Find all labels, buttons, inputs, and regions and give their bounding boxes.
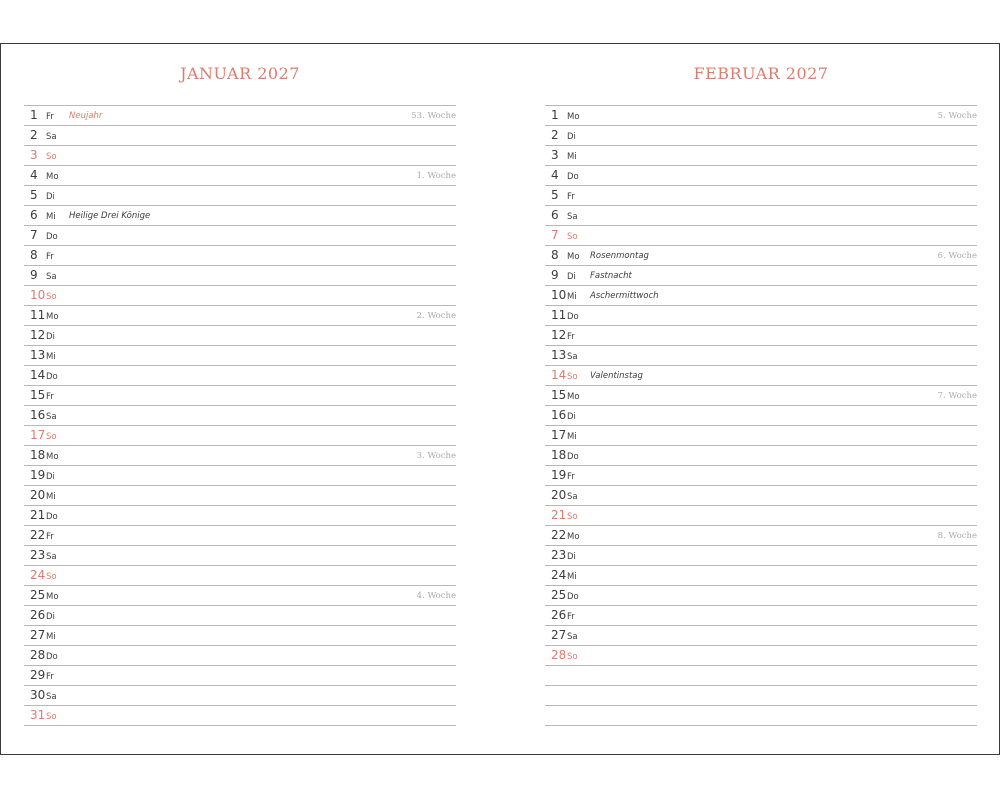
holiday-label: Valentinstag	[590, 371, 643, 381]
weekday-label: Mi	[567, 292, 577, 302]
empty-row	[545, 686, 977, 706]
week-number: 2. Woche	[416, 311, 456, 321]
day-number: 25	[551, 588, 567, 602]
holiday-label: Aschermittwoch	[590, 291, 659, 301]
weekday-label: Mi	[567, 572, 577, 582]
weekday-label: Do	[567, 172, 579, 182]
weekday-label: So	[567, 232, 578, 242]
weekday-label: Mo	[567, 532, 580, 542]
day-row	[24, 266, 456, 286]
day-number: 9	[551, 268, 559, 282]
weekday-label: Fr	[46, 392, 54, 402]
day-row	[24, 406, 456, 426]
weekday-label: Mo	[567, 252, 580, 262]
weekday-label: Fr	[567, 332, 575, 342]
day-number: 25	[30, 588, 46, 602]
day-list	[24, 105, 456, 726]
day-row	[545, 506, 977, 526]
day-row	[24, 606, 456, 626]
day-number: 5	[30, 188, 38, 202]
day-row	[545, 446, 977, 466]
day-number: 24	[551, 568, 567, 582]
weekday-label: Di	[46, 192, 55, 202]
weekday-label: So	[46, 292, 57, 302]
day-number: 19	[551, 468, 567, 482]
weekday-label: Di	[567, 552, 576, 562]
day-row	[24, 206, 456, 226]
weekday-label: Do	[46, 372, 58, 382]
day-number: 31	[30, 708, 46, 722]
day-number: 11	[30, 308, 46, 322]
day-number: 6	[30, 208, 38, 222]
day-row	[24, 126, 456, 146]
weekday-label: So	[567, 372, 578, 382]
week-number: 7. Woche	[937, 391, 977, 401]
weekday-label: Di	[46, 472, 55, 482]
day-row	[24, 366, 456, 386]
day-number: 15	[551, 388, 567, 402]
day-row	[545, 226, 977, 246]
weekday-label: So	[46, 572, 57, 582]
day-row	[545, 526, 977, 546]
day-number: 16	[551, 408, 567, 422]
day-row	[24, 306, 456, 326]
weekday-label: Do	[567, 312, 579, 322]
day-number: 28	[551, 648, 567, 662]
day-number: 23	[551, 548, 567, 562]
day-row	[545, 126, 977, 146]
day-number: 1	[30, 108, 38, 122]
day-number: 27	[551, 628, 567, 642]
day-number: 7	[30, 228, 38, 242]
day-row	[24, 446, 456, 466]
weekday-label: Do	[46, 232, 58, 242]
day-number: 2	[551, 128, 559, 142]
weekday-label: Sa	[46, 412, 57, 422]
day-number: 30	[30, 688, 46, 702]
day-row	[24, 386, 456, 406]
day-list	[545, 105, 977, 726]
weekday-label: Mi	[567, 152, 577, 162]
day-row	[545, 326, 977, 346]
day-row	[24, 646, 456, 666]
day-number: 18	[551, 448, 567, 462]
day-number: 5	[551, 188, 559, 202]
day-row	[545, 546, 977, 566]
weekday-label: So	[567, 652, 578, 662]
weekday-label: Mi	[46, 632, 56, 642]
weekday-label: Fr	[567, 612, 575, 622]
day-row	[24, 626, 456, 646]
day-number: 14	[30, 368, 46, 382]
weekday-label: Sa	[46, 272, 57, 282]
weekday-label: Fr	[567, 192, 575, 202]
day-row	[24, 586, 456, 606]
day-number: 19	[30, 468, 46, 482]
day-number: 18	[30, 448, 46, 462]
day-row	[545, 426, 977, 446]
day-number: 12	[551, 328, 567, 342]
weekday-label: Do	[567, 592, 579, 602]
day-row	[24, 666, 456, 686]
day-row	[545, 286, 977, 306]
weekday-label: Mo	[46, 172, 59, 182]
weekday-label: Fr	[46, 532, 54, 542]
month-title: JANUAR 2027	[180, 64, 300, 83]
holiday-label: Rosenmontag	[590, 251, 649, 261]
day-row	[24, 186, 456, 206]
day-number: 20	[30, 488, 46, 502]
day-number: 4	[551, 168, 559, 182]
day-row	[545, 366, 977, 386]
weekday-label: Sa	[567, 632, 578, 642]
day-number: 13	[30, 348, 46, 362]
holiday-label: Heilige Drei Könige	[69, 211, 151, 221]
day-number: 7	[551, 228, 559, 242]
day-row	[24, 346, 456, 366]
weekday-label: Sa	[46, 132, 57, 142]
weekday-label: Di	[567, 132, 576, 142]
weekday-label: Do	[46, 512, 58, 522]
weekday-label: Di	[567, 412, 576, 422]
weekday-label: Mo	[46, 312, 59, 322]
day-number: 22	[30, 528, 46, 542]
day-row	[24, 546, 456, 566]
weekday-label: Mi	[46, 212, 56, 222]
day-row	[545, 246, 977, 266]
day-row	[545, 566, 977, 586]
day-number: 4	[30, 168, 38, 182]
day-number: 24	[30, 568, 46, 582]
day-number: 26	[30, 608, 46, 622]
day-row	[545, 206, 977, 226]
day-number: 17	[551, 428, 567, 442]
day-number: 26	[551, 608, 567, 622]
weekday-label: Di	[46, 612, 55, 622]
day-number: 1	[551, 108, 559, 122]
day-number: 17	[30, 428, 46, 442]
day-row	[545, 406, 977, 426]
day-row	[545, 166, 977, 186]
weekday-label: Mo	[46, 592, 59, 602]
day-row	[545, 146, 977, 166]
day-number: 3	[30, 148, 38, 162]
day-row	[545, 106, 977, 126]
day-row	[24, 686, 456, 706]
day-row	[24, 426, 456, 446]
empty-row	[545, 666, 977, 686]
day-row	[24, 166, 456, 186]
weekday-label: Sa	[567, 352, 578, 362]
day-row	[24, 466, 456, 486]
day-number: 2	[30, 128, 38, 142]
weekday-label: Fr	[567, 472, 575, 482]
holiday-label: Fastnacht	[590, 271, 632, 281]
day-number: 12	[30, 328, 46, 342]
day-number: 27	[30, 628, 46, 642]
weekday-label: Di	[46, 332, 55, 342]
weekday-label: Mi	[567, 432, 577, 442]
day-number: 23	[30, 548, 46, 562]
weekday-label: Do	[567, 452, 579, 462]
day-row	[24, 566, 456, 586]
weekday-label: Fr	[46, 112, 54, 122]
weekday-label: Mo	[567, 392, 580, 402]
day-number: 21	[30, 508, 46, 522]
day-row	[545, 466, 977, 486]
day-number: 11	[551, 308, 567, 322]
day-number: 20	[551, 488, 567, 502]
week-number: 1. Woche	[416, 171, 456, 181]
month-title: FEBRUAR 2027	[693, 64, 829, 83]
weekday-label: Mi	[46, 492, 56, 502]
day-number: 29	[30, 668, 46, 682]
day-number: 9	[30, 268, 38, 282]
day-row	[24, 526, 456, 546]
day-row	[545, 266, 977, 286]
week-number: 3. Woche	[416, 451, 456, 461]
week-number: 6. Woche	[937, 251, 977, 261]
day-number: 8	[551, 248, 559, 262]
day-number: 22	[551, 528, 567, 542]
weekday-label: Do	[46, 652, 58, 662]
day-row	[545, 606, 977, 626]
day-number: 16	[30, 408, 46, 422]
day-row	[545, 386, 977, 406]
weekday-label: Sa	[46, 692, 57, 702]
day-number: 6	[551, 208, 559, 222]
day-row	[24, 286, 456, 306]
day-number: 10	[551, 288, 567, 302]
day-number: 14	[551, 368, 567, 382]
day-row	[545, 626, 977, 646]
day-row	[545, 186, 977, 206]
day-row	[545, 346, 977, 366]
weekday-label: So	[46, 712, 57, 722]
weekday-label: So	[46, 432, 57, 442]
day-row	[545, 586, 977, 606]
day-row	[24, 246, 456, 266]
day-row	[24, 326, 456, 346]
weekday-label: Mi	[46, 352, 56, 362]
day-row	[24, 706, 456, 726]
day-number: 10	[30, 288, 46, 302]
day-row	[24, 506, 456, 526]
day-number: 13	[551, 348, 567, 362]
week-number: 8. Woche	[937, 531, 977, 541]
week-number: 4. Woche	[416, 591, 456, 601]
week-number: 5. Woche	[937, 111, 977, 121]
day-number: 15	[30, 388, 46, 402]
holiday-label: Neujahr	[69, 111, 103, 121]
day-row	[24, 226, 456, 246]
weekday-label: Mo	[567, 112, 580, 122]
weekday-label: Fr	[46, 252, 54, 262]
day-row	[545, 646, 977, 666]
weekday-label: So	[46, 152, 57, 162]
day-number: 8	[30, 248, 38, 262]
day-number: 28	[30, 648, 46, 662]
day-row	[24, 486, 456, 506]
calendar-spread	[0, 43, 1000, 755]
day-row	[24, 146, 456, 166]
day-row	[545, 306, 977, 326]
empty-row	[545, 706, 977, 726]
weekday-label: Sa	[567, 492, 578, 502]
day-number: 3	[551, 148, 559, 162]
weekday-label: Mo	[46, 452, 59, 462]
day-row	[545, 486, 977, 506]
day-number: 21	[551, 508, 567, 522]
weekday-label: Fr	[46, 672, 54, 682]
weekday-label: Sa	[567, 212, 578, 222]
weekday-label: Sa	[46, 552, 57, 562]
weekday-label: So	[567, 512, 578, 522]
week-number: 53. Woche	[411, 111, 456, 121]
day-row	[24, 106, 456, 126]
weekday-label: Di	[567, 272, 576, 282]
